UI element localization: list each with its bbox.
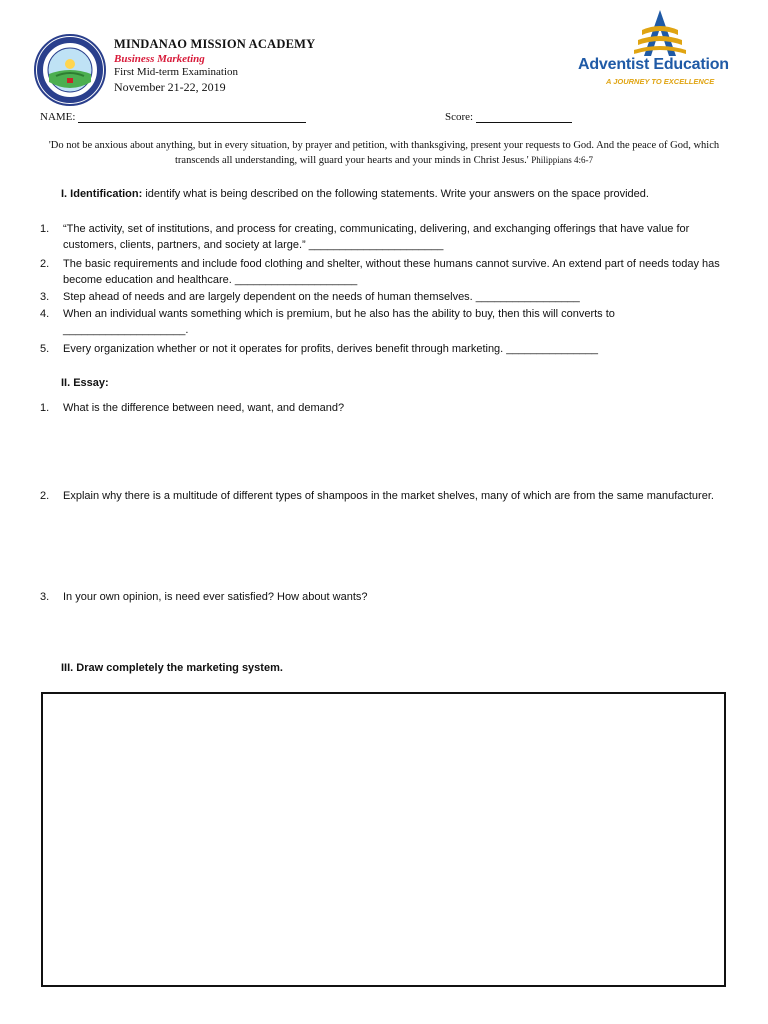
identification-item: [40, 290, 730, 306]
school-name: MINDANAO MISSION ACADEMY: [114, 37, 316, 51]
adventist-education-logo-icon: [620, 8, 700, 58]
subject-title: Business Marketing: [114, 53, 205, 65]
item-number: 1.: [40, 223, 50, 235]
score-field[interactable]: [445, 111, 572, 123]
item-number: 3.: [40, 291, 50, 303]
verse-text: 'Do not be anxious about anything, but in every situation, by prayer and petition, with thanksgiving, present your requests to God. And the peace of God, which transcends all understanding, will guard your hearts and your minds in Christ Jesus.': [48, 140, 720, 166]
bible-verse: [44, 139, 724, 168]
name-field[interactable]: [40, 111, 306, 123]
score-blank[interactable]: [476, 112, 572, 123]
item-number: 4.: [40, 308, 50, 320]
essay-item: [40, 401, 730, 417]
identification-item: [40, 307, 730, 338]
drawing-area-box[interactable]: [41, 692, 726, 987]
section-drawing-heading: III. Draw completely the marketing system.: [61, 662, 283, 674]
essay-item: [40, 489, 730, 505]
verse-reference: Philippians 4:6-7: [531, 155, 593, 165]
item-text: When an individual wants something which is premium, but he also has the ability to buy, then this will converts to ____________________.: [63, 308, 615, 336]
identification-item: [40, 342, 730, 358]
logo-name: Adventist Education: [578, 56, 729, 73]
item-number: 5.: [40, 343, 50, 355]
score-label: Score:: [445, 111, 474, 123]
exam-title: First Mid-term Examination: [114, 66, 239, 78]
item-number: 2.: [40, 490, 50, 502]
exam-date: November 21-22, 2019: [114, 80, 226, 94]
item-text: The basic requirements and include food clothing and shelter, without these humans cannot survive. An extend part of needs today has become education and healthcare. ____________________: [63, 258, 720, 286]
identification-item: [40, 222, 730, 253]
section1-instructions: identify what is being described on the following statements. Write your answers on the space provided.: [145, 188, 649, 200]
item-number: 2.: [40, 258, 50, 270]
section-essay-heading: II. Essay:: [61, 377, 109, 389]
name-label: NAME:: [40, 111, 76, 123]
logo-tagline: A JOURNEY TO EXCELLENCE: [606, 77, 715, 86]
section-identification-heading: [61, 188, 649, 200]
name-blank[interactable]: [78, 112, 306, 123]
identification-item: [40, 257, 730, 288]
section1-title: I. Identification:: [61, 188, 143, 200]
item-text: Every organization whether or not it operates for profits, derives benefit through marketing. _______________: [63, 343, 599, 355]
item-text: Explain why there is a multitude of different types of shampoos in the market shelves, many of which are from the same manufacturer.: [63, 490, 714, 502]
item-number: 3.: [40, 591, 50, 603]
item-text: Step ahead of needs and are largely dependent on the needs of human themselves. _________________: [63, 291, 580, 303]
school-seal-logo: [34, 34, 106, 106]
essay-item: [40, 590, 730, 606]
item-text: In your own opinion, is need ever satisfied? How about wants?: [63, 591, 368, 603]
item-text: “The activity, set of institutions, and process for creating, communicating, delivering, and exchanging offerings that have value for customers, clients, partners, and society at large.” ______________________: [63, 223, 690, 251]
item-number: 1.: [40, 402, 50, 414]
item-text: What is the difference between need, want, and demand?: [63, 402, 345, 414]
